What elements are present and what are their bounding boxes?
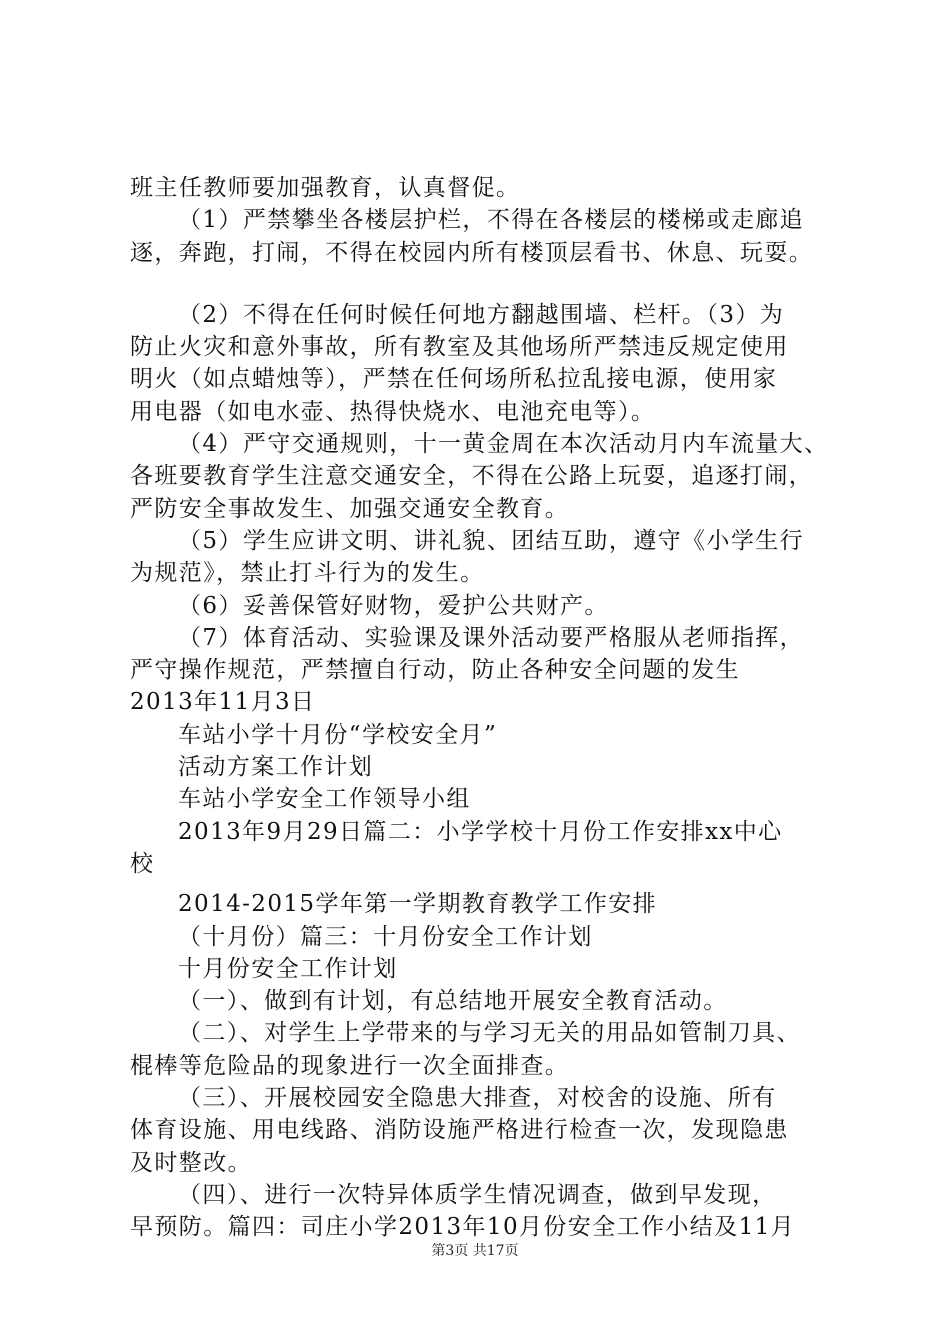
document-body bbox=[130, 172, 842, 1244]
paragraph-gap bbox=[130, 880, 842, 888]
text-line: （1）严禁攀坐各楼层护栏，不得在各楼层的楼梯或走廊追 bbox=[178, 207, 805, 234]
text-line: （二）、对学生上学带来的与学习无关的用品如管制刀具、 bbox=[178, 1020, 801, 1047]
text-line: 早预防。篇四：司庄小学2013年10月份安全工作小结及11月 bbox=[130, 1214, 796, 1241]
text-line: 校 bbox=[130, 850, 155, 877]
text-line: 2013年9月29日篇二：小学学校十月份工作安排xx中心 bbox=[178, 818, 783, 845]
text-line: （6）妥善保管好财物，爱护公共财产。 bbox=[178, 592, 609, 619]
text-line: 用电器（如电水壶、热得快烧水、电池充电等）。 bbox=[130, 398, 656, 425]
text-line: 2014-2015学年第一学期教育教学工作安排 bbox=[178, 891, 658, 918]
text-line: （4）严守交通规则，十一黄金周在本次活动月内车流量大、 bbox=[178, 431, 829, 458]
text-line: （5）学生应讲文明、讲礼貌、团结互助，遵守《小学生行 bbox=[178, 527, 805, 554]
text-line: 棍棒等危险品的现象进行一次全面排查。 bbox=[130, 1052, 570, 1079]
text-line: （一）、做到有计划，有总结地开展安全教育活动。 bbox=[178, 988, 728, 1015]
text-line: 逐，奔跑，打闹，不得在校园内所有楼顶层看书、休息、玩耍。 bbox=[130, 239, 814, 266]
text-line: 及时整改。 bbox=[130, 1149, 252, 1176]
text-line: 严守操作规范，严禁擅自行动，防止各种安全问题的发生 bbox=[130, 657, 740, 684]
paragraph-gap bbox=[130, 269, 842, 299]
text-line: （四）、进行一次特异体质学生情况调查，做到早发现， bbox=[178, 1181, 777, 1208]
text-line: （2）不得在任何时候任何地方翻越围墙、栏杆。（3）为 bbox=[178, 301, 785, 328]
text-line: （三）、开展校园安全隐患大排查，对校舍的设施、所有 bbox=[178, 1085, 777, 1112]
text-line: 车站小学安全工作领导小组 bbox=[178, 786, 471, 813]
text-line: 明火（如点蜡烛等），严禁在任何场所私拉乱接电源，使用家 bbox=[130, 366, 778, 393]
text-line: 严防安全事故发生、加强交通安全教育。 bbox=[130, 495, 570, 522]
text-line: 体育设施、用电线路、消防设施严格进行检查一次，发现隐患 bbox=[130, 1117, 789, 1144]
text-line: （7）体育活动、实验课及课外活动要严格服从老师指挥， bbox=[178, 624, 805, 651]
text-line: 活动方案工作计划 bbox=[178, 754, 374, 781]
text-line: （十月份）篇三：十月份安全工作计划 bbox=[178, 923, 593, 950]
text-line: 车站小学十月份“学校安全月” bbox=[178, 721, 498, 748]
text-line: 为规范》，禁止打斗行为的发生。 bbox=[130, 560, 485, 587]
text-line: 防止火灾和意外事故，所有教室及其他场所严禁违反规定使用 bbox=[130, 334, 789, 361]
text-line: 十月份安全工作计划 bbox=[178, 955, 398, 982]
text-line: 各班要教育学生注意交通安全，不得在公路上玩耍，追逐打闹， bbox=[130, 463, 814, 490]
text-line: 班主任教师要加强教育，认真督促。 bbox=[130, 175, 521, 201]
page-number-footer: 第3页 共17页 bbox=[431, 1243, 519, 1259]
date-line: 2013年11月3日 bbox=[130, 689, 316, 716]
